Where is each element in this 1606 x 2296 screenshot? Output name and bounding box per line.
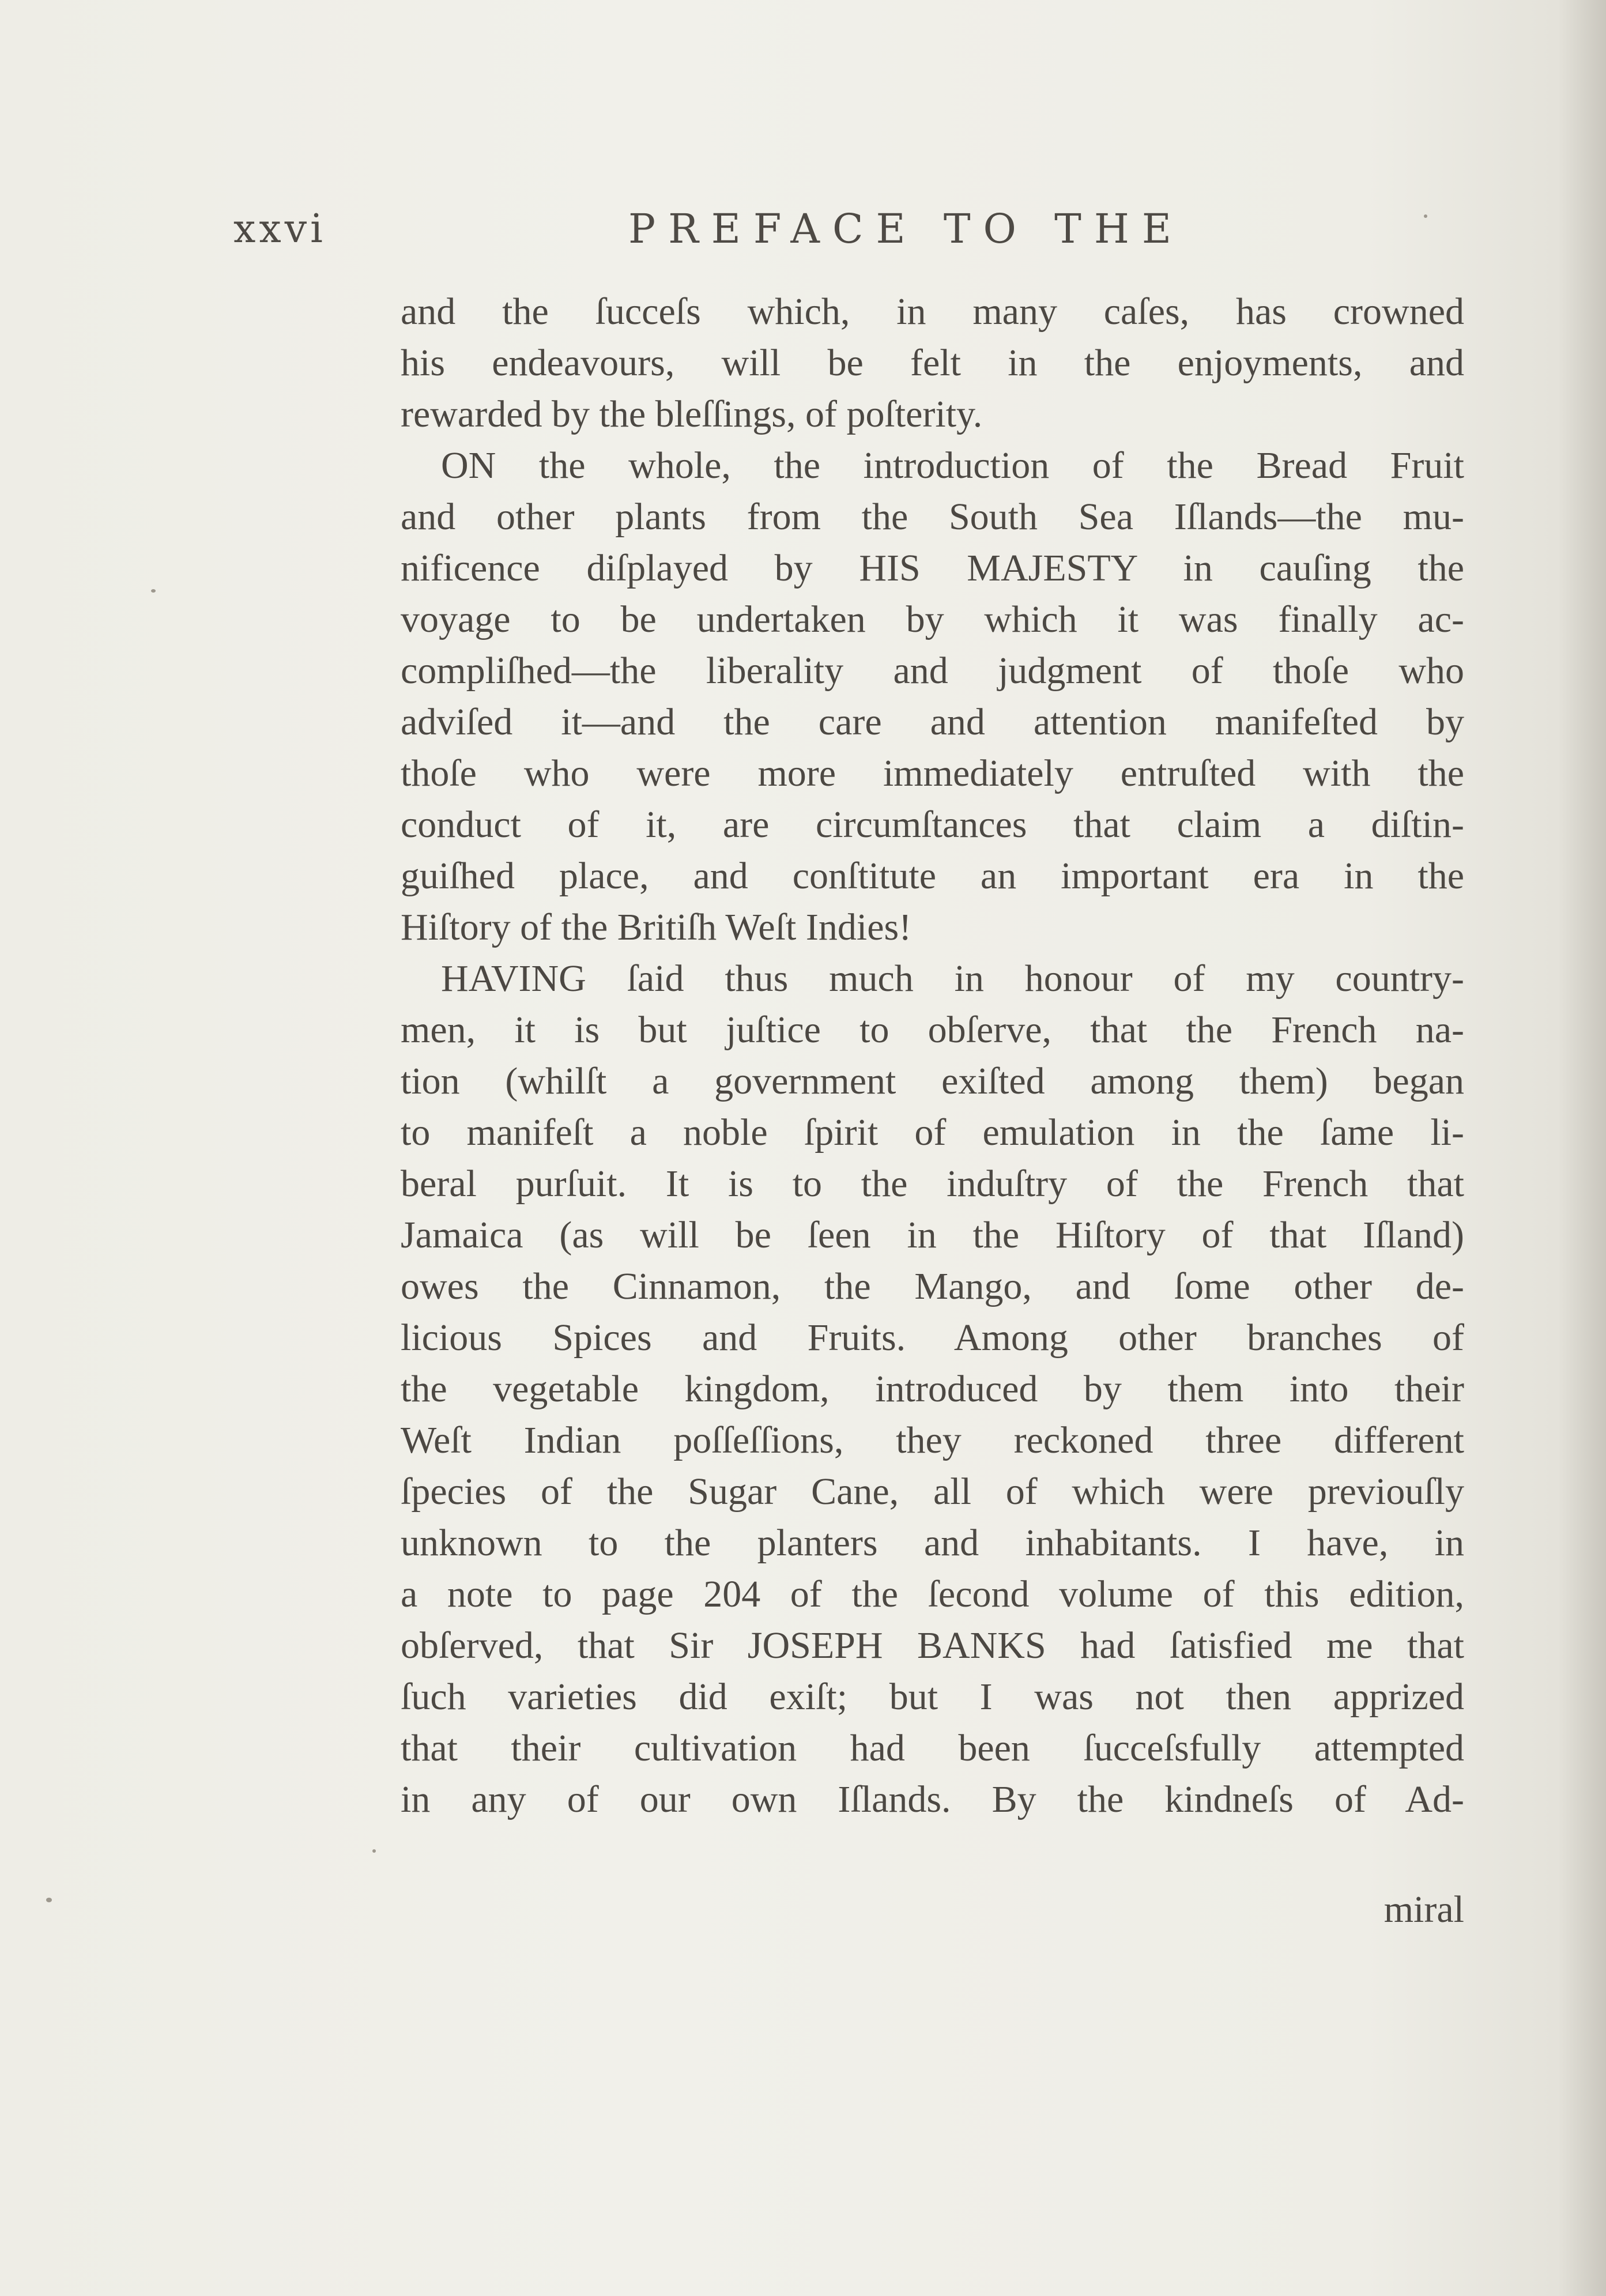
text-line: in any of our own Iſlands. By the kindneſs of Ad- [401, 1778, 1464, 1820]
text-line: rewarded by the bleſſings, of poſterity. [401, 393, 983, 435]
paper-speck [151, 589, 156, 593]
text-line: that their cultivation had been ſucceſsfully attempted [401, 1727, 1464, 1769]
text-line: Weſt Indian poſſeſſions, they reckoned three different [401, 1419, 1464, 1461]
text-line: HAVING ſaid thus much in honour of my country- [441, 957, 1464, 1000]
text-line: Hiſtory of the Britiſh Weſt Indies! [401, 906, 912, 948]
text-line: the vegetable kingdom, introduced by them into their [401, 1368, 1464, 1410]
text-line: his endeavours, will be felt in the enjoyments, and [401, 342, 1464, 384]
text-line: ON the whole, the introduction of the Bread Fruit [441, 444, 1464, 487]
text-line: unknown to the planters and inhabitants. I have, in [401, 1522, 1464, 1564]
text-line: and the ſucceſs which, in many caſes, has crowned [401, 291, 1464, 333]
text-line: adviſed it—and the care and attention manifeſted by [401, 701, 1464, 743]
text-line: tion (whilſt a government exiſted among them) began [401, 1060, 1464, 1102]
text-line: and other plants from the South Sea Iſlands—the mu- [401, 496, 1464, 538]
text-line: Jamaica (as will be ſeen in the Hiſtory of that Iſland) [401, 1214, 1464, 1256]
text-line: ſpecies of the Sugar Cane, all of which were previouſly [401, 1471, 1464, 1513]
text-line: guiſhed place, and conſtitute an important era in the [401, 855, 1464, 897]
text-line: obſerved, that Sir JOSEPH BANKS had ſatisfied me that [401, 1624, 1464, 1667]
text-line: ſuch varieties did exiſt; but I was not then apprized [401, 1676, 1464, 1718]
text-line: compliſhed—the liberality and judgment of thoſe who [401, 650, 1464, 692]
text-line: conduct of it, are circumſtances that claim a diſtin- [401, 804, 1464, 846]
text-line: thoſe who were more immediately entruſted with the [401, 752, 1464, 794]
paper-speck [46, 1898, 52, 1902]
text-line: owes the Cinnamon, the Mango, and ſome other de- [401, 1265, 1464, 1307]
text-line: to manifeſt a noble ſpirit of emulation in the ſame li- [401, 1111, 1464, 1153]
text-line: licious Spices and Fruits. Among other branches of [401, 1317, 1464, 1359]
paper-speck [1424, 214, 1427, 218]
text-line: beral purſuit. It is to the induſtry of the French that [401, 1163, 1464, 1205]
catchword: miral [1383, 1888, 1464, 1931]
text-line: nificence diſplayed by HIS MAJESTY in cauſing the [401, 547, 1464, 589]
text-line: a note to page 204 of the ſecond volume of this edition, [401, 1573, 1464, 1615]
body-text [401, 286, 1464, 1825]
page-number: xxvi [233, 206, 326, 252]
paper-speck [372, 1849, 376, 1853]
text-line: voyage to be undertaken by which it was finally ac- [401, 598, 1464, 640]
text-line: men, it is but juſtice to obſerve, that the French na- [401, 1009, 1464, 1051]
running-head: PREFACE TO THE [628, 205, 1185, 252]
page-header [0, 201, 1606, 264]
